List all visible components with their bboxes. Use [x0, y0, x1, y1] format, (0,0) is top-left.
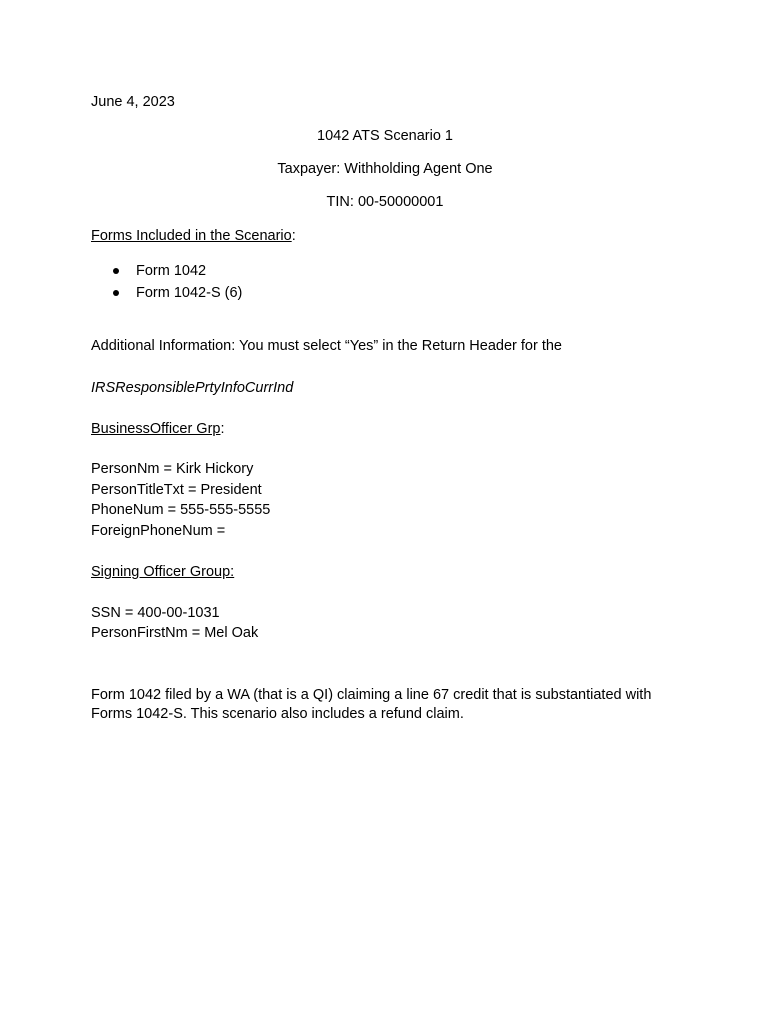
forms-list — [91, 260, 242, 304]
additional-info: Additional Information: You must select “Yes” in the Return Header for the — [91, 338, 562, 354]
business-officer-heading — [91, 419, 225, 439]
summary-line-2: Forms 1042-S. This scenario also includes a refund claim. — [91, 706, 464, 722]
signing-field-first-name: PersonFirstNm = Mel Oak — [91, 625, 259, 641]
bullet-icon — [113, 268, 119, 274]
list-item — [91, 282, 242, 304]
forms-heading — [91, 226, 296, 246]
signing-field-ssn: SSN = 400-00-1031 — [91, 605, 220, 621]
summary-line-1: Form 1042 filed by a WA (that is a QI) claiming a line 67 credit that is substantiated with — [91, 687, 652, 703]
business-field-foreign-phone: ForeignPhoneNum = — [91, 523, 226, 539]
field-name: IRSResponsiblePrtyInfoCurrInd — [91, 380, 294, 396]
signing-officer-heading: Signing Officer Group: — [91, 564, 235, 580]
business-field-title: PersonTitleTxt = President — [91, 482, 262, 498]
form-item-label: Form 1042-S (6) — [136, 285, 243, 301]
list-item — [91, 260, 242, 282]
taxpayer-line: Taxpayer: Withholding Agent One — [277, 161, 493, 177]
business-field-person-name: PersonNm = Kirk Hickory — [91, 461, 254, 477]
forms-heading-colon: : — [291, 228, 296, 244]
business-heading-colon: : — [220, 421, 225, 437]
forms-heading-text: Forms Included in the Scenario — [91, 228, 292, 244]
bullet-icon — [113, 290, 119, 296]
document-date: June 4, 2023 — [91, 94, 175, 110]
business-heading-text: BusinessOfficer Grp — [91, 421, 221, 437]
business-field-phone: PhoneNum = 555-555-5555 — [91, 502, 271, 518]
tin-line: TIN: 00-50000001 — [326, 194, 444, 210]
scenario-title: 1042 ATS Scenario 1 — [317, 128, 453, 144]
form-item-label: Form 1042 — [136, 263, 207, 279]
